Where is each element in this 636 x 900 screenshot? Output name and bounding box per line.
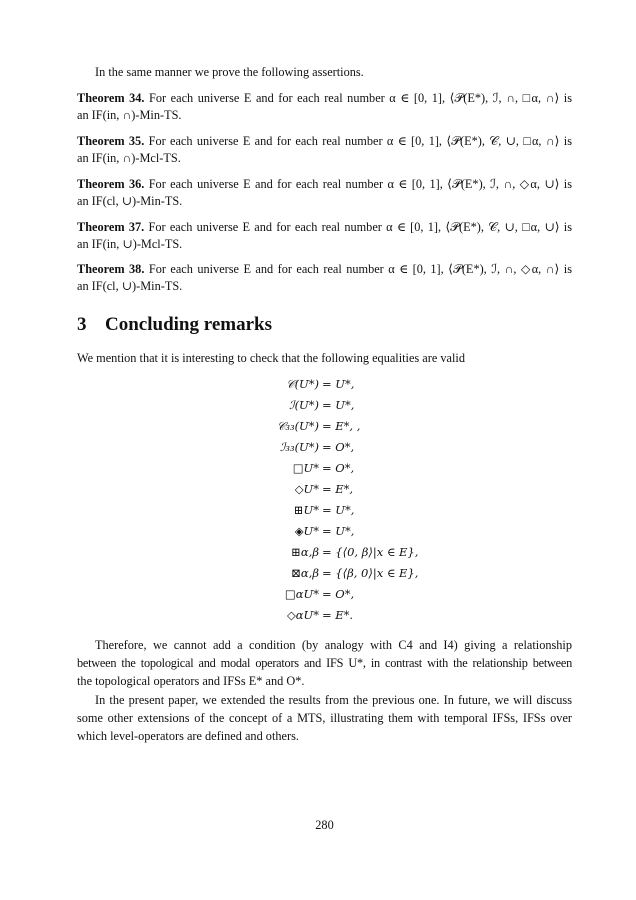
paragraph-1-line1: Therefore, we cannot add a condition (by analogy with C4 and I4) giving a relationship <box>95 638 572 652</box>
theorem-35-label: Theorem 35. <box>77 134 145 148</box>
theorem-38-label: Theorem 38. <box>77 262 145 276</box>
page-number: 280 <box>315 818 334 832</box>
theorem-36-line2: an IF(cl, ∪)-Min-TS. <box>77 194 183 208</box>
theorem-34-label: Theorem 34. <box>77 91 145 105</box>
theorem-35-line1: Theorem 35. For each universe E and for each real number α ∈ [0, 1], ⟨𝒫(E*), 𝒞, ∪, □α, ∩⟩ is <box>77 134 572 148</box>
section-number: 3 <box>77 314 87 335</box>
theorem-34-line1: Theorem 34. For each universe E and for each real number α ∈ [0, 1], ⟨𝒫(E*), ℐ, ∩, □α, ∩⟩ is <box>77 91 572 105</box>
theorem-36-line1: Theorem 36. For each universe E and for each real number α ∈ [0, 1], ⟨𝒫(E*), ℐ, ∩, ◇α, ∪⟩ is <box>77 177 572 191</box>
theorem-34-line2: an IF(in, ∩)-Min-TS. <box>77 108 182 122</box>
intro-text: In the same manner we prove the following assertions. <box>95 65 364 79</box>
theorem-37-line2: an IF(in, ∪)-Mcl-TS. <box>77 237 183 251</box>
theorem-37-label: Theorem 37. <box>77 220 145 234</box>
theorem-37-line1: Theorem 37. For each universe E and for each real number α ∈ [0, 1], ⟨𝒫(E*), 𝒞, ∪, □α, ∪⟩ is <box>77 220 573 234</box>
paragraph-2-line2: some other extensions of the concept of a MTS, illustrating them with temporal IFSs, IFSs over <box>77 711 572 725</box>
paragraph-1-line3: the topological operators and IFSs E* and O*. <box>77 674 305 688</box>
section-intro-text: We mention that it is interesting to check that the following equalities are valid <box>77 351 465 365</box>
theorem-38-line2: an IF(cl, ∪)-Min-TS. <box>77 279 183 293</box>
section-heading <box>77 313 272 337</box>
paragraph-2-line3: which level-operators are defined and others. <box>77 729 299 743</box>
section-title: Concluding remarks <box>105 314 272 335</box>
paragraph-1-line2: between the topological and modal operators and IFS U*, in contrast with the relationship between <box>77 656 572 670</box>
theorem-35-line2: an IF(in, ∩)-Mcl-TS. <box>77 151 181 165</box>
theorem-36-label: Theorem 36. <box>77 177 145 191</box>
paragraph-2-line1: In the present paper, we extended the results from the previous one. In future, we will discuss <box>95 693 572 707</box>
theorem-38-line1: Theorem 38. For each universe E and for each real number α ∈ [0, 1], ⟨𝒫(E*), ℐ, ∩, ◇α, ∩⟩ is <box>77 262 572 276</box>
